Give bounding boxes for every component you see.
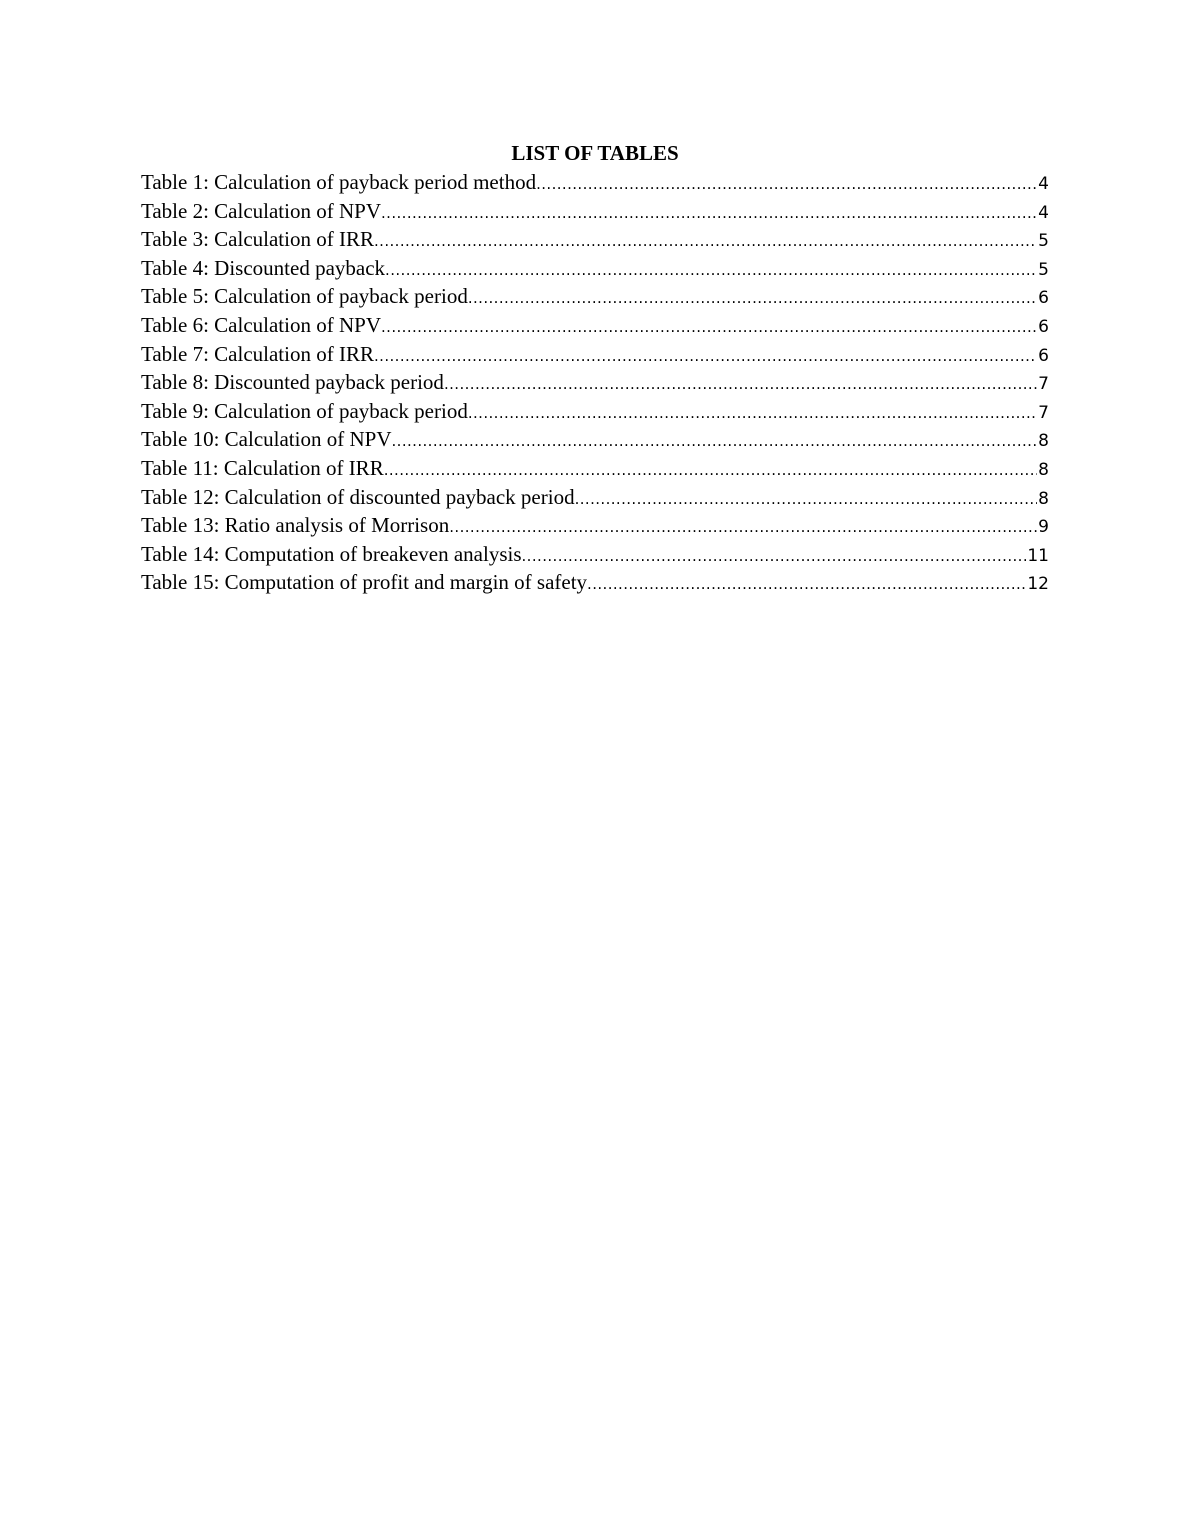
toc-entry-label: Table 12: Calculation of discounted payback period (141, 484, 575, 509)
toc-entry-label: Table 13: Ratio analysis of Morrison (141, 513, 450, 538)
dot-leader (449, 513, 1037, 540)
toc-entry-page-number: 9 (1038, 517, 1049, 538)
dot-leader (522, 542, 1027, 569)
toc-entry-page-number: 6 (1038, 345, 1049, 366)
toc-entry-label: Table 2: Calculation of NPV (141, 198, 381, 223)
toc-entry-table-4[interactable] (141, 254, 1049, 283)
toc-entry-table-7[interactable] (141, 340, 1049, 369)
dot-leader (444, 370, 1037, 397)
toc-entry-label: Table 5: Calculation of payback period (141, 284, 468, 309)
dot-leader (468, 399, 1037, 426)
toc-entry-page-number: 6 (1038, 288, 1049, 309)
toc-entry-table-5[interactable] (141, 282, 1049, 311)
toc-entry-table-2[interactable] (141, 197, 1049, 226)
dot-leader (374, 227, 1037, 254)
toc-entry-label: Table 1: Calculation of payback period method (141, 170, 537, 194)
page-title: LIST OF TABLES (511, 141, 679, 165)
toc-entry-label: Table 7: Calculation of IRR (141, 341, 374, 366)
toc-entry-label: Table 8: Discounted payback period (141, 370, 444, 395)
dot-leader (391, 427, 1037, 454)
dot-leader (587, 570, 1026, 597)
toc-entry-table-13[interactable] (141, 511, 1049, 540)
toc-entry-table-11[interactable] (141, 454, 1049, 483)
toc-entry-table-12[interactable] (141, 483, 1049, 512)
toc-list (141, 168, 1049, 597)
toc-entry-page-number: 11 (1027, 545, 1049, 566)
dot-leader (385, 256, 1037, 283)
dot-leader (374, 342, 1037, 369)
toc-entry-page-number: 4 (1038, 174, 1049, 194)
dot-leader (381, 313, 1037, 340)
dot-leader (575, 485, 1038, 512)
toc-entry-page-number: 8 (1038, 459, 1049, 480)
toc-entry-page-number: 7 (1038, 402, 1049, 423)
toc-entry-label: Table 14: Computation of breakeven analysis (141, 541, 522, 566)
toc-entry-table-6[interactable] (141, 311, 1049, 340)
dot-leader (384, 456, 1037, 483)
toc-entry-page-number: 8 (1038, 431, 1049, 452)
toc-entry-label: Table 15: Computation of profit and margin of safety (141, 570, 588, 595)
toc-entry-label: Table 10: Calculation of NPV (141, 427, 392, 452)
toc-entry-page-number: 12 (1027, 574, 1049, 595)
toc-entry-table-14[interactable] (141, 540, 1049, 569)
toc-entry-page-number: 4 (1038, 202, 1049, 223)
list-of-tables (141, 139, 1049, 597)
toc-entry-table-3[interactable] (141, 225, 1049, 254)
toc-entry-table-10[interactable] (141, 425, 1049, 454)
dot-leader (381, 199, 1037, 226)
toc-entry-page-number: 5 (1038, 259, 1049, 280)
toc-entry-table-1[interactable] (141, 168, 1049, 197)
toc-entry-table-8[interactable] (141, 368, 1049, 397)
dot-leader (468, 284, 1037, 311)
toc-entry-page-number: 8 (1038, 488, 1049, 509)
toc-entry-table-9[interactable] (141, 397, 1049, 426)
toc-entry-page-number: 6 (1038, 316, 1049, 337)
toc-entry-label: Table 4: Discounted payback (141, 255, 386, 280)
toc-entry-page-number: 7 (1038, 374, 1049, 395)
toc-entry-label: Table 9: Calculation of payback period (141, 398, 468, 423)
toc-entry-table-15[interactable] (141, 568, 1049, 597)
toc-entry-label: Table 3: Calculation of IRR (141, 227, 374, 252)
toc-entry-label: Table 6: Calculation of NPV (141, 312, 381, 337)
dot-leader (536, 170, 1037, 197)
toc-entry-page-number: 5 (1038, 231, 1049, 252)
toc-entry-label: Table 11: Calculation of IRR (141, 455, 384, 480)
